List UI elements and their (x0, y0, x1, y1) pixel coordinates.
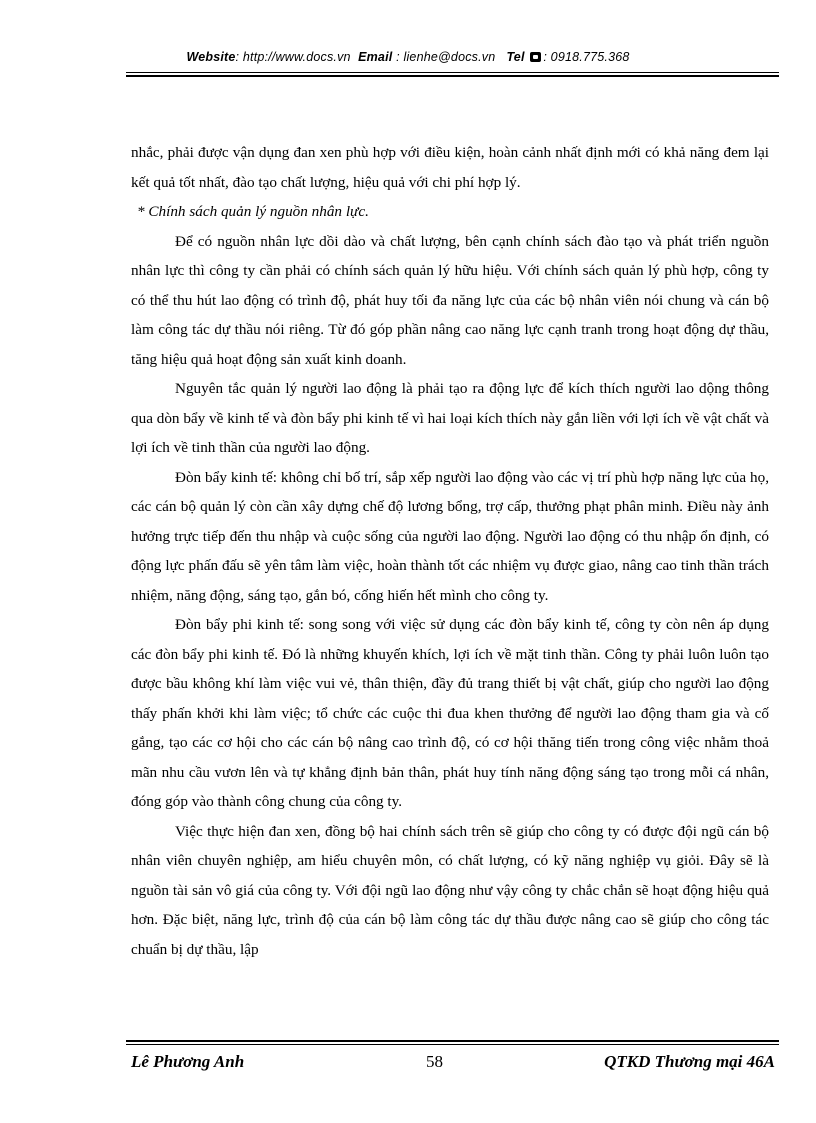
paragraph-continuation: nhắc, phải được vận dụng đan xen phù hợp với điều kiện, hoàn cảnh nhất định mới có khả năng đem lại kết quả tốt nhất, đào tạo chất lượng, hiệu quả với chi phí hợp lý. (131, 144, 769, 191)
document-body (131, 138, 769, 964)
page-header (0, 50, 816, 64)
section-heading: * Chính sách quản lý nguồn nhân lực. (137, 203, 369, 220)
paragraph: Đòn bẩy kinh tế: không chỉ bố trí, sắp xếp người lao động vào các vị trí phù hợp năng lực của họ, các cán bộ quản lý còn cần xây dựng chế độ lương bổng, trợ cấp, thưởng phạt phân minh. Điều này ảnh hưởng trực tiếp đến thu nhập và cuộc sống của người lao động. Người lao động có thu nhập ổn định, có động lực phấn đấu sẽ yên tâm làm việc, hoàn thành tốt các nhiệm vụ được giao, nâng cao tinh thần trách nhiệm, năng động, sáng tạo, gắn bó, cống hiến hết mình cho công ty. (131, 468, 769, 604)
footer-divider-thick (126, 1040, 779, 1042)
page-number: 58 (426, 1052, 443, 1071)
email-value[interactable]: : lienhe@docs.vn (396, 50, 496, 64)
header-divider (126, 72, 779, 73)
website-value[interactable]: : http://www.docs.vn (235, 50, 351, 64)
phone-icon (530, 52, 541, 62)
footer-divider (126, 1044, 779, 1045)
footer-author: Lê Phương Anh (131, 1052, 245, 1071)
tel-value: : 0918.775.368 (543, 50, 630, 64)
header-divider-thick (126, 75, 779, 77)
paragraph: Việc thực hiện đan xen, đồng bộ hai chính sách trên sẽ giúp cho công ty có được đội ngũ cán bộ nhân viên chuyên nghiệp, am hiểu chuyên môn, có chất lượng, có kỹ năng nghiệp vụ giỏi. Đây sẽ là nguồn tài sản vô giá của công ty. Với đội ngũ lao động như vậy công ty chắc chắn sẽ hoạt động hiệu quả hơn. Đặc biệt, năng lực, trình độ của cán bộ làm công tác dự thầu được nâng cao sẽ giúp cho công tác chuẩn bị dự thầu, lập (131, 822, 769, 958)
paragraph: Để có nguồn nhân lực dồi dào và chất lượng, bên cạnh chính sách đào tạo và phát triển nguồn nhân lực thì công ty cần phải có chính sách quản lý hữu hiệu. Với chính sách quản lý phù hợp, công ty có thể thu hút lao động có trình độ, phát huy tối đa năng lực của các bộ nhân viên nói chung và cán bộ làm công tác dự thầu nói riêng. Từ đó góp phần nâng cao năng lực cạnh tranh trong hoạt động dự thầu, tăng hiệu quả hoạt động sản xuất kinh doanh. (131, 232, 769, 368)
website-label: Website (186, 50, 236, 64)
paragraph: Nguyên tắc quản lý người lao động là phải tạo ra động lực để kích thích người lao dộng thông qua dòn bẩy về kinh tế và đòn bẩy phi kinh tế vì hai loại kích thích này gắn liền với lợi ích về vật chất và lợi ích về tinh thần của người lao động. (131, 380, 769, 456)
tel-label: Tel (506, 50, 525, 64)
footer-course: QTKD Thương mại 46A (604, 1052, 775, 1071)
paragraph: Đòn bẩy phi kinh tế: song song với việc sử dụng các đòn bẩy kinh tế, công ty còn nên áp dụng các đòn bẩy phi kinh tế. Đó là những khuyến khích, lợi ích về mặt tinh thần. Công ty phải luôn luôn tạo được bầu không khí làm việc vui vẻ, thân thiện, đầy đủ trang thiết bị vật chất, giúp cho người lao động thấy phấn khởi khi làm việc; tổ chức các cuộc thi đua khen thưởng để người lao động tham gia và cố gắng, tạo các cơ hội cho các cán bộ nâng cao trình độ, có cơ hội thăng tiến trong công việc nhằm thoả mãn nhu cầu vươn lên và tự khẳng định bản thân, phát huy tính năng động sáng tạo trong mỗi cá nhân, đóng góp vào thành công chung của công ty. (131, 616, 769, 810)
email-label: Email (358, 50, 393, 64)
